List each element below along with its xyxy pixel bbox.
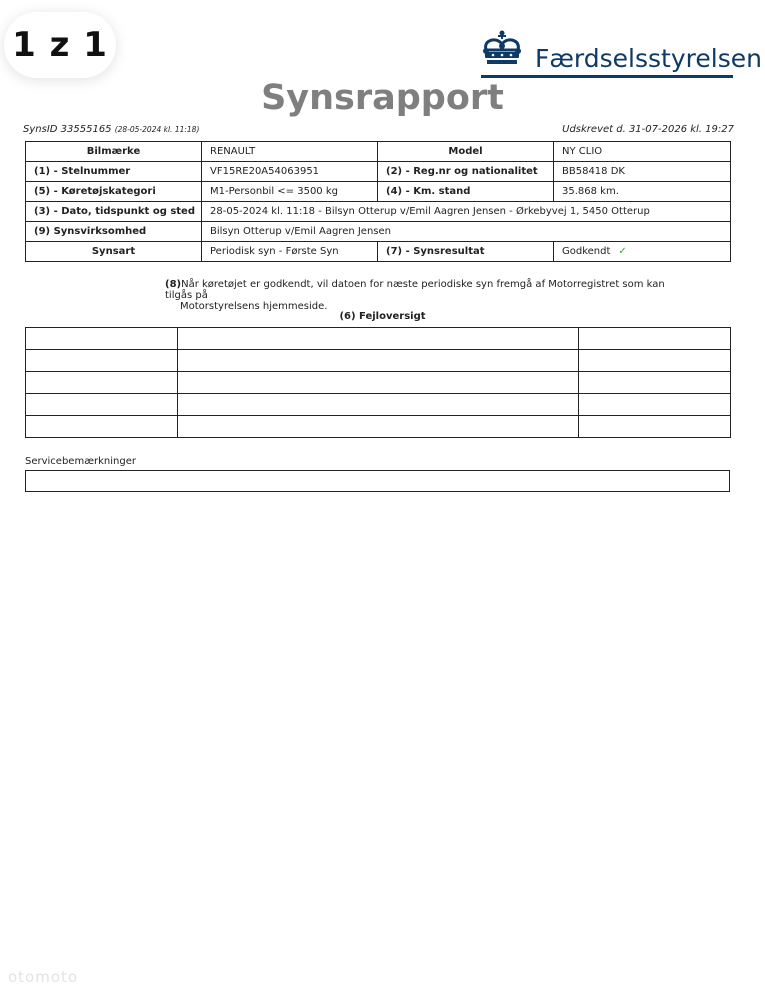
table-row: [26, 350, 731, 372]
next-inspection-note: [165, 279, 685, 312]
model-label: Model: [378, 142, 554, 162]
syns-id-date: (28-05-2024 kl. 11:18): [114, 125, 200, 134]
service-remarks-box: [25, 470, 730, 492]
km-value: 35.868 km.: [554, 182, 731, 202]
note-line-1: Når køretøjet er godkendt, vil datoen for næste periodiske syn fremgå af Motorregistret som kan tilgås på: [165, 279, 665, 301]
table-cell: [178, 372, 579, 394]
table-cell: [26, 394, 178, 416]
result-value: Godkendt: [562, 246, 611, 257]
table-row: [26, 416, 731, 438]
table-row: [26, 142, 731, 162]
type-value: Periodisk syn - Første Syn: [202, 242, 378, 262]
syns-id: [23, 124, 199, 135]
table-cell: [178, 394, 579, 416]
model-value: NY CLIO: [554, 142, 731, 162]
company-value: Bilsyn Otterup v/Emil Aagren Jensen: [202, 222, 731, 242]
vin-label: (1) - Stelnummer: [26, 162, 202, 182]
reg-value: BB58418 DK: [554, 162, 731, 182]
service-remarks-label: Servicebemærkninger: [25, 456, 136, 467]
brand-label: Bilmærke: [26, 142, 202, 162]
table-cell: [579, 394, 731, 416]
table-row: [26, 162, 731, 182]
note-line-2: Motorstyrelsens hjemmeside.: [180, 301, 328, 312]
fault-overview-title: (6) Fejloversigt: [339, 311, 426, 322]
category-label: (5) - Køretøjskategori: [26, 182, 202, 202]
table-row: [26, 182, 731, 202]
agency-name: Færdselsstyrelsen: [535, 44, 762, 73]
note-number: (8): [165, 279, 182, 290]
crown-icon: [478, 30, 526, 78]
date-label: (3) - Dato, tidspunkt og sted: [26, 202, 202, 222]
table-row: [26, 242, 731, 262]
table-cell: [26, 372, 178, 394]
company-label: (9) Synsvirksomhed: [26, 222, 202, 242]
result-cell: [554, 242, 731, 262]
reg-label: (2) - Reg.nr og nationalitet: [378, 162, 554, 182]
table-row: [26, 222, 731, 242]
km-label: (4) - Km. stand: [378, 182, 554, 202]
result-label: (7) - Synsresultat: [378, 242, 554, 262]
table-row: [26, 372, 731, 394]
table-cell: [579, 328, 731, 350]
table-cell: [579, 350, 731, 372]
table-cell: [579, 416, 731, 438]
brand-value: RENAULT: [202, 142, 378, 162]
type-label: Synsart: [26, 242, 202, 262]
date-value: 28-05-2024 kl. 11:18 - Bilsyn Otterup v/Emil Aagren Jensen - Ørkebyvej 1, 5450 Otterup: [202, 202, 731, 222]
fault-overview-table: [25, 327, 731, 438]
table-cell: [178, 416, 579, 438]
vehicle-info-table: [25, 141, 731, 262]
printed-timestamp: Udskrevet d. 31-07-2026 kl. 19:27: [562, 124, 734, 135]
table-row: [26, 328, 731, 350]
agency-logo: [478, 30, 762, 82]
page-title: Synsrapport: [261, 78, 504, 118]
table-cell: [26, 350, 178, 372]
page-counter: 1 z 1: [4, 12, 116, 78]
table-cell: [579, 372, 731, 394]
watermark: otomoto: [8, 968, 79, 986]
checkmark-icon: ✓: [618, 246, 627, 257]
syns-id-value: SynsID 33555165: [23, 124, 112, 135]
table-row: [26, 202, 731, 222]
table-cell: [26, 328, 178, 350]
table-cell: [178, 350, 579, 372]
table-row: [26, 394, 731, 416]
category-value: M1-Personbil <= 3500 kg: [202, 182, 378, 202]
vin-value: VF15RE20A54063951: [202, 162, 378, 182]
table-cell: [178, 328, 579, 350]
table-cell: [26, 416, 178, 438]
